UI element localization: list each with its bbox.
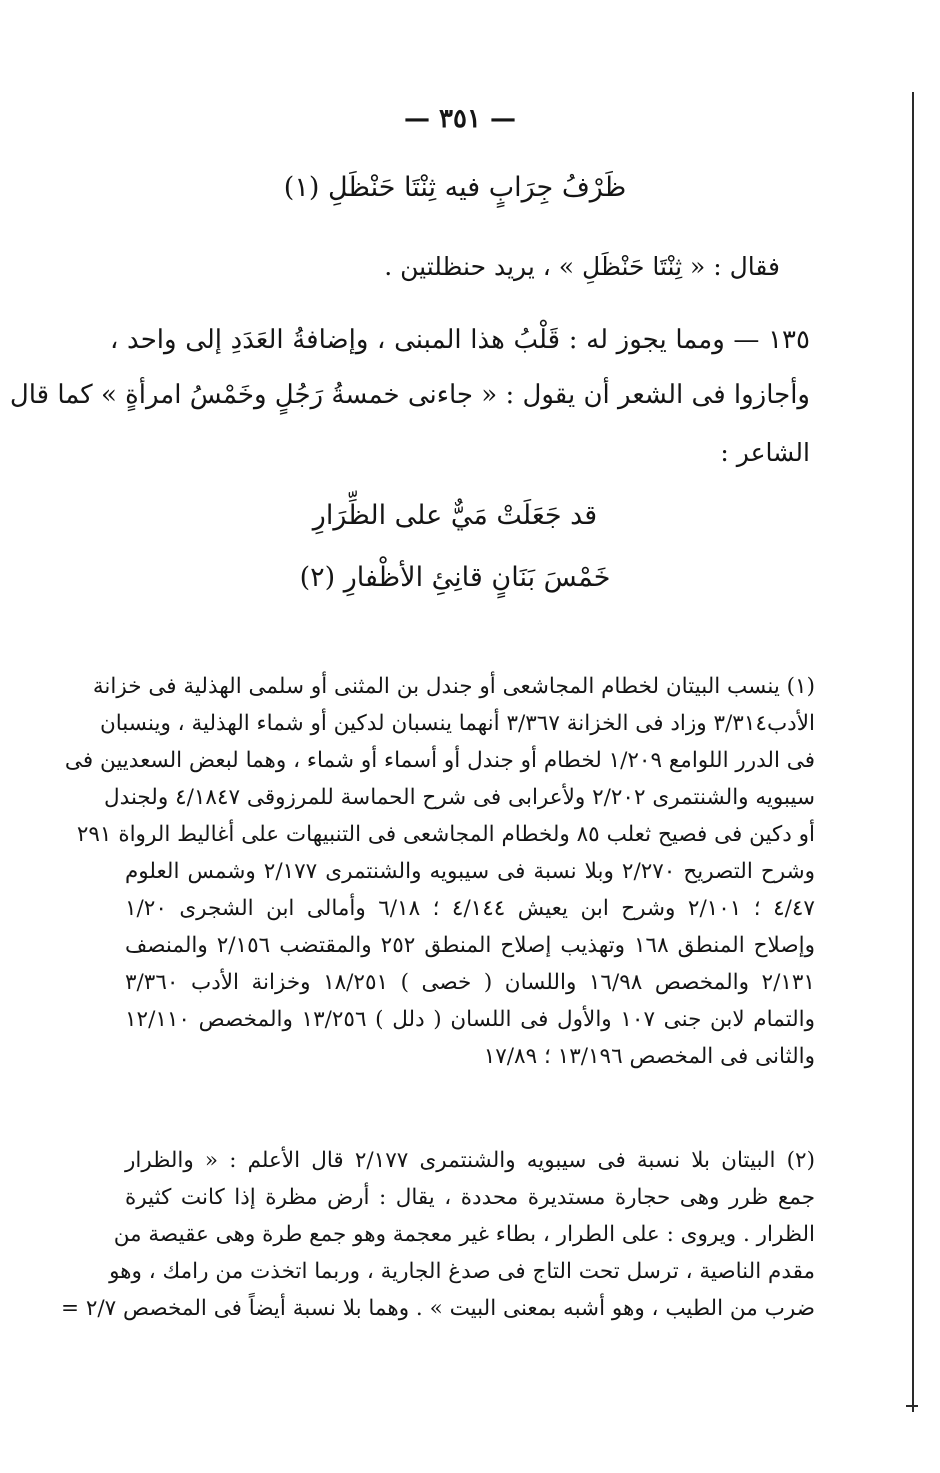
footnote-1-line-2: الأدب٣/٣١٤ وزاد فى الخزانة ٣/٣٦٧ أنهما ينسبان لدكين أو شماء الهذلية ، وينسبان [99,711,815,736]
verse-line-1: ظَرْفُ جِرَابٍ فيه ثِنْتَا حَنْظَلِ (١) [283,172,627,203]
right-margin-rule [912,92,914,1412]
footnote-1-line-8: وإصلاح المنطق ١٦٨ وتهذيب إصلاح المنطق ٢٥٢ والمقتضب ٢/١٥٦ والمنصف [125,933,815,958]
verse-line-2b: خَمْسَ بَنَانٍ قانِئِ الأظْفارِ (٢) [299,562,611,593]
body-line-2: ١٣٥ — ومما يجوز له : قَلْبُ هذا المبنى ، وإضافةُ العَدَدِ إلى واحد ، [110,325,810,355]
margin-rule-cap [906,1405,918,1407]
footnote-1-line-5: أو دكين فى فصيح ثعلب ٨٥ ولخطام المجاشعى فى التنبيهات على أغاليط الرواة ٢٩١ [76,822,815,847]
footnote-1-line-3: فى الدرر اللوامع ١/٢٠٩ لخطام أو جندل أو أسماء أو شماء ، وهما لبعض السعديين فى [64,748,815,773]
verse-line-2a: قد جَعَلَتْ مَيٌّ على الظِّرَارِ [312,500,598,531]
footnote-1-line-7: ٤/٤٧ ؛ ٢/١٠١ وشرح ابن يعيش ٤/١٤٤ ؛ ٦/١٨ وأمالى ابن الشجرى ١/٢٠ [125,896,815,921]
footnote-2-line-1: (٢) البيتان بلا نسبة فى سيبويه والشنتمرى ٢/١٧٧ قال الأعلم : « والظرار [125,1148,815,1173]
footnote-1-line-10: والتمام لابن جنى ١٠٧ والأول فى اللسان ( دلل ) ١٣/٢٥٦ والمخصص ١٢/١١٠ [125,1007,815,1032]
footnote-2-line-5: ضرب من الطيب ، وهو أشبه بمعنى البيت » . وهما بلا نسبة أيضاً فى المخصص ٢/٧ = [61,1296,815,1321]
footnote-1-line-6: وشرح التصريح ٢/٢٧٠ وبلا نسبة فى سيبويه والشنتمرى ٢/١٧٧ وشمس العلوم [125,859,815,884]
footnote-2-line-3: الظرار . ويروى : على الطرار ، بطاء غير معجمة وهو جمع طرة وهى عقيصة من [113,1222,815,1247]
body-line-1: فقال : « ثِنْتَا حَنْظَلِ » ، يريد حنظلتين . [384,252,780,281]
footnote-1-line-11: والثانى فى المخصص ١٣/١٩٦ ؛ ١٧/٨٩ [483,1044,815,1069]
footnote-1-line-4: سيبويه والشنتمرى ٢/٢٠٢ ولأعرابى فى شرح الحماسة للمرزوقى ٤/١٨٤٧ ولجندل [104,785,815,810]
footnote-1-line-1: (١) ينسب البيتان لخطام المجاشعى أو جندل بن المثنى أو سلمى الهذلية فى خزانة [92,674,815,699]
page-number: — ٣٥١ — [403,104,517,134]
footnote-1-line-9: ٢/١٣١ والمخصص ١٦/٩٨ واللسان ( خصى ) ١٨/٢٥١ وخزانة الأدب ٣/٣٦٠ [125,970,815,995]
body-line-4: الشاعر : [720,438,810,467]
footnote-2-line-4: مقدم الناصية ، ترسل تحت التاج فى صدغ الجارية ، وربما اتخذت من رامك ، وهو [109,1259,815,1284]
footnote-2-line-2: جمع ظرر وهى حجارة مستديرة محددة ، يقال : أرض مظرة إذا كانت كثيرة [125,1185,815,1210]
body-line-3: وأجازوا فى الشعر أن يقول : « جاءنى خمسةُ رَجُلٍ وخَمْسُ امرأةٍ » كما قال [9,380,810,410]
